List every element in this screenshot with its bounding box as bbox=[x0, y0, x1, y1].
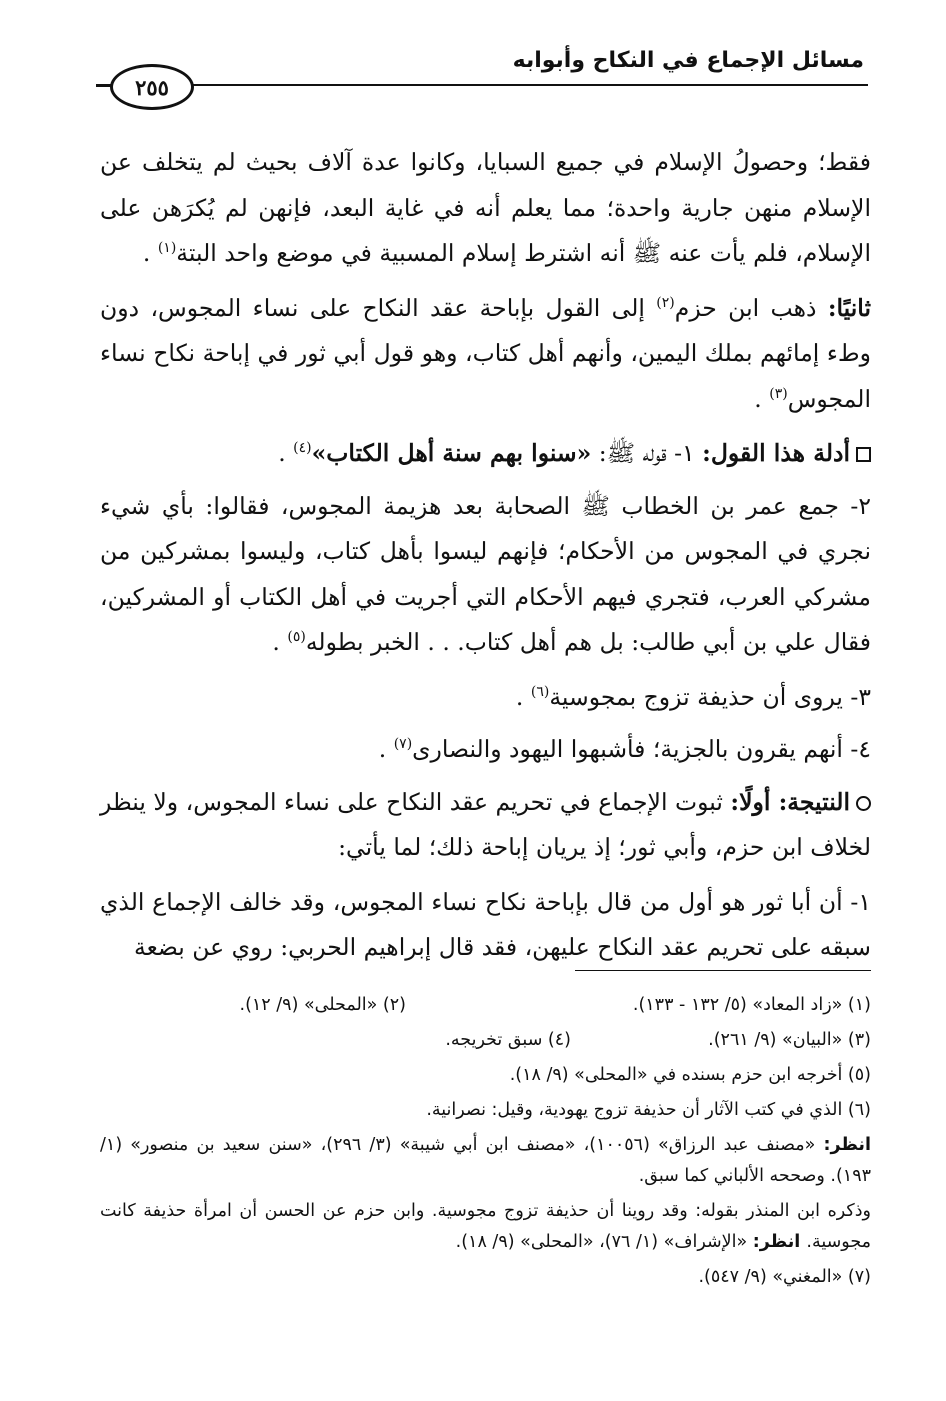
evidence-2-text: ٢- جمع عمر بن الخطاب ﷺ الصحابة بعد هزيمة المجوس، فقالوا: بأي شيء نجري في المجوس من الأحكام؛ فإنهم ليسوا بأهل كتاب، وليسوا بمشركين من مشركي العرب، فتجري فيهم الأحكام التي أجريت في أهل الكتاب أو المشركين، فقال علي بن أبي طالب: بل هم أهل كتاب. . . الخبر بطوله bbox=[100, 491, 871, 656]
footnote-ref-3[interactable]: (٣) bbox=[769, 385, 788, 402]
running-header-title: مسائل الإجماع في النكاح وأبوابه bbox=[512, 48, 864, 73]
paragraph-1: فقط؛ وحصولُ الإسلام في جميع السبايا، وكانوا عدة آلاف بحيث لم يتخلف عن الإسلام منهن جارية واحدة؛ مما يعلم أنه في غاية البعد، فإنهن لم يُكرَهن على الإسلام، فلم يأت عنه ﷺ أنه اشترط إسلام المسبية في موضع واحد البتة$^{(١)}$ . bbox=[100, 148, 871, 267]
footnote-ref-4[interactable]: (٤) bbox=[293, 440, 312, 457]
footnote-7: (٧) «المغني» (٩/ ٥٤٧). bbox=[698, 1267, 871, 1287]
footnote-2: (٢) «المحلى» (٩/ ١٢). bbox=[239, 995, 406, 1015]
result-lead: النتيجة: أولًا: bbox=[730, 787, 850, 816]
paragraph-2: ثانيًا: ذهب ابن حزم$^{(٢)}$ إلى القول بإباحة عقد النكاح على نساء المجوس، دون وطء إمائهم بملك اليمين، وأنهم أهل كتاب، وهو قول أبي ثور في إباحة نكاح نساء المجوس$^{(٣)}$ . bbox=[100, 293, 871, 413]
footnote-ref-5[interactable]: (٥) bbox=[287, 629, 306, 646]
main-text bbox=[100, 140, 871, 980]
evidence-1-quote: «سنوا بهم سنة أهل الكتاب» bbox=[311, 439, 592, 467]
paragraph-2-text-b: إلى القول بإباحة عقد النكاح على نساء المجوس، دون وطء إمائهم بملك اليمين، وأنهم أهل كتاب، وهو قول أبي ثور في إباحة نكاح نساء المجوس bbox=[100, 293, 871, 413]
footnote-3: (٣) «البيان» (٩/ ٢٦١). bbox=[708, 1030, 871, 1050]
evidence-4: ٤- أنهم يقرون بالجزية؛ فأشبهوا اليهود والنصارى$^{(٧)}$ . bbox=[378, 735, 871, 763]
footnote-1: (١) «زاد المعاد» (٥/ ١٣٢ - ١٣٣). bbox=[632, 995, 871, 1015]
evidence-1-text: ١- قوله ﷺ: bbox=[591, 439, 703, 467]
paragraph-2-text-a: ذهب ابن حزم bbox=[674, 293, 828, 322]
evidence-3-text: ٣- يروى أن حذيفة تزوج بمجوسية bbox=[549, 682, 871, 711]
evidence-heading: أدلة هذا القول: bbox=[702, 439, 850, 467]
footnote-6-note-text: وذكره ابن المنذر بقوله: وقد روينا أن حذيفة تزوج مجوسية. وابن حزم عن الحسن أن امرأة حذيفة كانت مجوسية. bbox=[100, 1201, 871, 1252]
footnote-ref-2[interactable]: (٢) bbox=[656, 294, 675, 311]
footnote-6-sources bbox=[100, 1130, 871, 1192]
footnote-4: (٤) سبق تخريجه. bbox=[445, 1030, 571, 1050]
footnote-5: (٥) أخرجه ابن حزم بسنده في «المحلى» (٩/ ١٨). bbox=[509, 1065, 871, 1085]
footnote-rule bbox=[575, 970, 871, 971]
footnote-ref-1[interactable]: (١) bbox=[157, 240, 177, 257]
result-paragraph bbox=[100, 780, 871, 871]
footnote-6-see-label: انظر: bbox=[823, 1135, 871, 1155]
footnote-6-sources-text: «مصنف عبد الرزاق» (١٠٠٥٦)، «مصنف ابن أبي شيبة» (٣/ ٢٩٦)، «سنن سعيد بن منصور» (١/ ١٩٣). وصححه الألباني كما سبق. bbox=[100, 1135, 871, 1186]
footnote-6-note-tail: «الإشراف» (١/ ٧٦)، «المحلى» (٩/ ١٨). bbox=[455, 1232, 753, 1252]
header-rule bbox=[190, 84, 868, 86]
result-point-1-text: ١- أن أبا ثور هو أول من قال بإباحة نكاح نساء المجوس، وقد خالف الإجماع الذي سبقه على تحريم عقد النكاح عليهن، فقد قال إبراهيم الحربي: روي عن بضعة bbox=[100, 887, 871, 961]
footnote-6-note bbox=[100, 1196, 871, 1258]
circle-bullet-icon bbox=[856, 796, 871, 811]
page-number-text: ٢٥٥ bbox=[135, 74, 169, 100]
page-number bbox=[110, 64, 194, 110]
evidence-4-text: ٤- أنهم يقرون بالجزية؛ فأشبهوا اليهود والنصارى bbox=[412, 735, 871, 763]
evidence-heading-line: أدلة هذا القول: ١- قوله ﷺ: «سنوا بهم سنة أهل الكتاب»$^{(٤)}$ . bbox=[100, 431, 871, 477]
footnote-row-1 bbox=[100, 990, 871, 1021]
footnotes bbox=[100, 990, 871, 1297]
paragraph-2-lead: ثانيًا: bbox=[827, 293, 871, 322]
evidence-2: ٢- جمع عمر بن الخطاب ﷺ الصحابة بعد هزيمة المجوس، فقالوا: بأي شيء نجري في المجوس من الأحكام؛ فإنهم ليسوا بأهل كتاب، وليسوا بمشركين من مشركي العرب، فتجري فيهم الأحكام التي أجريت في أهل الكتاب أو المشركين، فقال علي بن أبي طالب: بل هم أهل كتاب. . . الخبر بطوله$^{(٥)}$ . bbox=[100, 491, 871, 656]
footnote-6: (٦) الذي في كتب الآثار أن حذيفة تزوج يهودية، وقيل: نصرانية. bbox=[426, 1100, 871, 1120]
paragraph-1-text: فقط؛ وحصولُ الإسلام في جميع السبايا، وكانوا عدة آلاف بحيث لم يتخلف عن الإسلام منهن جارية واحدة؛ مما يعلم أنه في غاية البعد، فإنهن لم يُكرَهن على الإسلام، فلم يأت عنه ﷺ أنه اشترط إسلام المسبية في موضع واحد البتة bbox=[100, 148, 871, 267]
result-text: ثبوت الإجماع في تحريم عقد النكاح على نساء المجوس، ولا ينظر لخلاف ابن حزم، وأبي ثور؛ إذ يريان إباحة ذلك؛ لما يأتي: bbox=[100, 787, 871, 861]
evidence-3: ٣- يروى أن حذيفة تزوج بمجوسية$^{(٦)}$ . bbox=[515, 682, 871, 711]
footnote-ref-6[interactable]: (٦) bbox=[530, 683, 550, 700]
result-point-1 bbox=[100, 880, 871, 971]
footnote-row-2 bbox=[100, 1025, 871, 1056]
footnote-6-note-see-label: انظر: bbox=[752, 1232, 807, 1252]
footnote-ref-7[interactable]: (٧) bbox=[393, 736, 413, 753]
square-bullet-icon bbox=[856, 447, 871, 462]
